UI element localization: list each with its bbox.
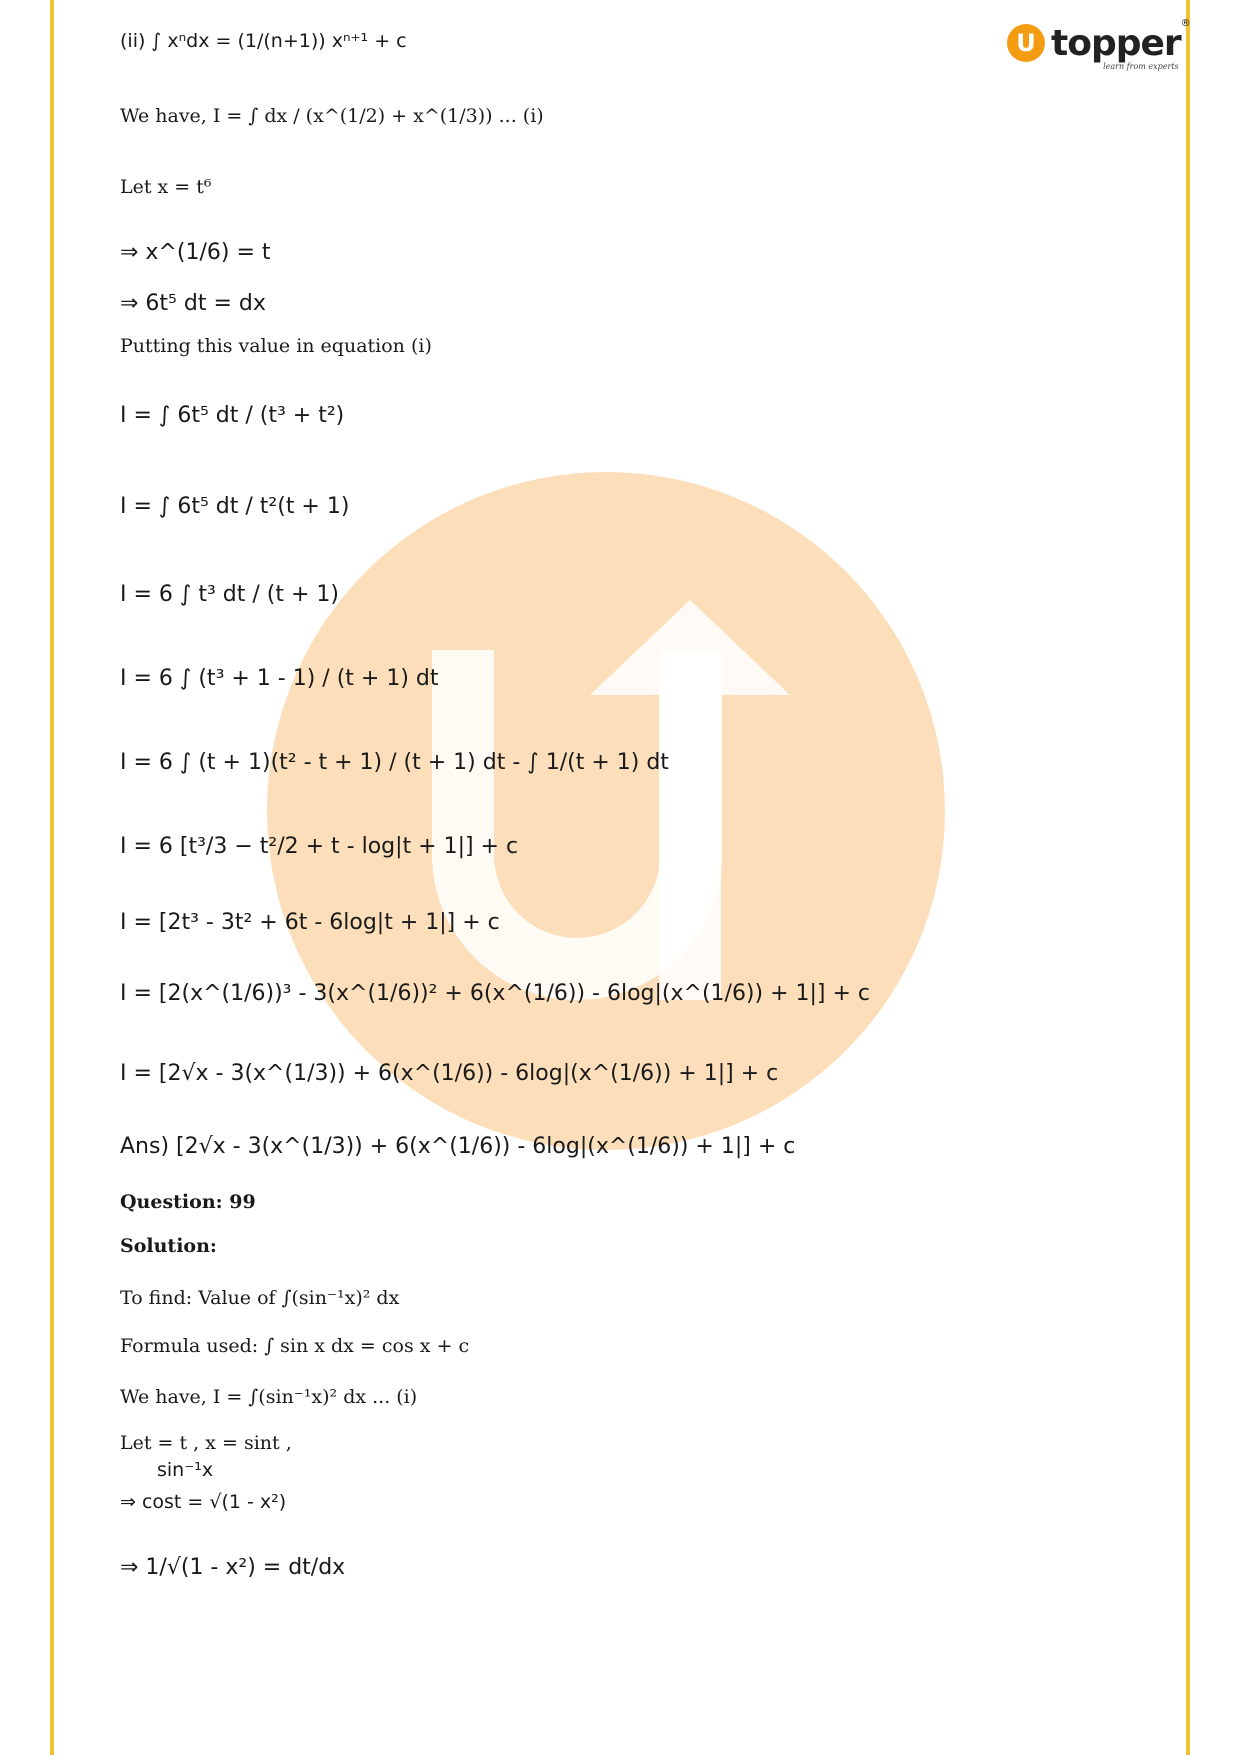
step-x-sixth-root: ⇒ x^(1/6) = t: [120, 240, 271, 265]
page-border-right: [1186, 0, 1190, 1755]
step-derivative: ⇒ 1/√(1 - x²) = dt/dx: [120, 1555, 346, 1580]
putting-value-text: Putting this value in equation (i): [120, 335, 432, 357]
answer-line: Ans) [2√x - 3(x^(1/3)) + 6(x^(1/6)) - 6log|(x^(1/6)) + 1|] + c: [120, 1134, 796, 1159]
watermark-arrow-stem: [659, 680, 721, 1000]
solution-heading: Solution:: [120, 1235, 217, 1257]
step-integral-1: I = ∫ 6t⁵ dt / (t³ + t²): [120, 403, 345, 428]
step-dx: ⇒ 6t⁵ dt = dx: [120, 291, 266, 316]
let-substitution-text: Let = t , x = sint ,: [120, 1432, 292, 1454]
to-find-text: To find: Value of ∫(sin⁻¹x)² dx: [120, 1287, 400, 1309]
step-integral-9: I = [2√x - 3(x^(1/3)) + 6(x^(1/6)) - 6log|(x^(1/6)) + 1|] + c: [120, 1061, 779, 1086]
step-cost: ⇒ cost = √(1 - x²): [120, 1491, 287, 1513]
formula-used-text: Formula used: ∫ sin x dx = cos x + c: [120, 1335, 470, 1357]
page-border-left: [50, 0, 54, 1755]
step-integral-4: I = 6 ∫ (t³ + 1 - 1) / (t + 1) dt: [120, 666, 439, 691]
step-integral-7: I = [2t³ - 3t² + 6t - 6log|t + 1|] + c: [120, 910, 500, 935]
step-integral-3: I = 6 ∫ t³ dt / (t + 1): [120, 582, 339, 607]
arcsin-label: sin⁻¹x: [157, 1459, 214, 1481]
step-integral-2: I = ∫ 6t⁵ dt / t²(t + 1): [120, 494, 350, 519]
step-integral-5: I = 6 ∫ (t + 1)(t² - t + 1) / (t + 1) dt - ∫ 1/(t + 1) dt: [120, 750, 669, 775]
question-number: Question: 99: [120, 1191, 256, 1213]
step-integral-6: I = 6 [t³/3 − t²/2 + t - log|t + 1|] + c: [120, 834, 519, 859]
we-have-text: We have, I = ∫(sin⁻¹x)² dx ... (i): [120, 1386, 418, 1408]
equation-i: We have, I = ∫ dx / (x^(1/2) + x^(1/3)) ... (i): [120, 105, 544, 127]
step-integral-8: I = [2(x^(1/6))³ - 3(x^(1/6))² + 6(x^(1/6)) - 6log|(x^(1/6)) + 1|] + c: [120, 981, 871, 1006]
logo-tagline: learn from experts: [1103, 62, 1179, 71]
substitution-let: Let x = t⁶: [120, 176, 212, 198]
logo-wordmark: topper: [1051, 22, 1181, 64]
formula-power-rule: (ii) ∫ xⁿdx = (1/(n+1)) xⁿ⁺¹ + c: [120, 30, 407, 52]
logo-registered-mark: ®: [1180, 18, 1191, 29]
logo-badge-icon: U: [1007, 24, 1045, 62]
brand-logo: [1007, 18, 1191, 71]
watermark-arrow-head: [590, 600, 790, 695]
